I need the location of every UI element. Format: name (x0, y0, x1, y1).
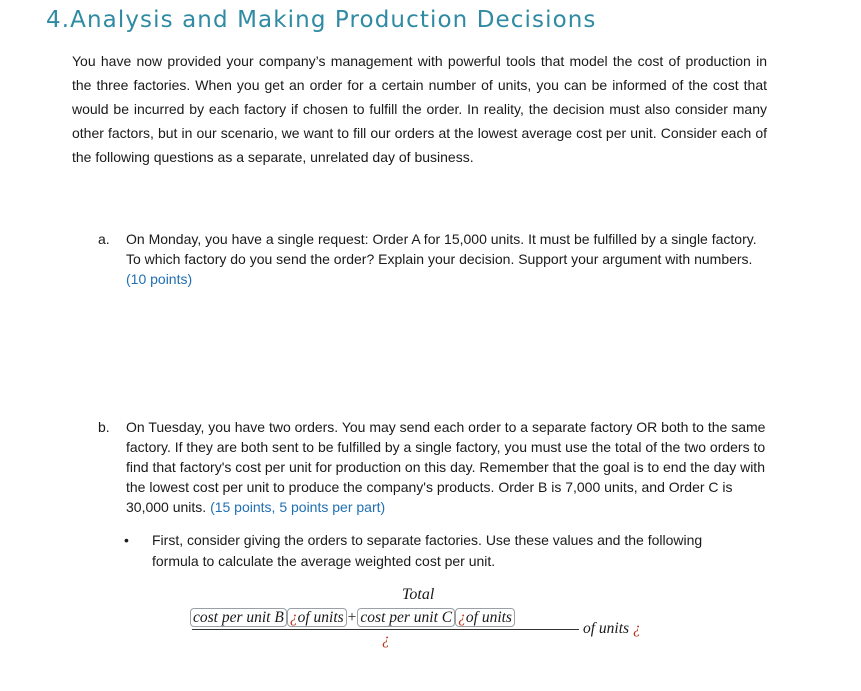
question-a-marker: a. (98, 231, 110, 247)
question-b-text: On Tuesday, you have two orders. You may send each order to a separate factory OR both to the same factory. If they are both sent to be fulfilled by a single factory, you must use the total of the two orders to find that factory's cost per unit for production on this day. Remember that the goal is to end the day with the lowest cost per unit to produce the company's products. Order B is 7,000 units, and Order C is 30,000 units. (126, 419, 766, 515)
formula-cost-b: cost per unit B (190, 608, 287, 627)
formula-fraction-bar (192, 629, 579, 630)
formula-units-c: ¿of units (458, 609, 512, 626)
formula-units-b: ¿of units (289, 609, 344, 626)
formula-denominator: ¿ (382, 631, 390, 648)
formula-cost-c: cost per unit C (357, 608, 455, 627)
question-a-text-wrap (126, 229, 770, 289)
page-title: 4.Analysis and Making Production Decisions (46, 7, 597, 33)
question-b-points: (15 points, 5 points per part) (210, 499, 386, 515)
bullet-text: First, consider giving the orders to separate factories. Use these values and the following formula to calculate the average weighted cost per unit. (152, 532, 703, 569)
bullet-item (124, 530, 744, 572)
formula-units-b-wrap (287, 608, 347, 627)
formula-right (583, 620, 641, 638)
bullet-icon: • (124, 532, 129, 548)
question-a (98, 229, 770, 289)
formula-right-text: of units (583, 620, 630, 637)
question-b-text-wrap (126, 417, 770, 517)
formula-units-c-symbol: ¿ (458, 609, 466, 626)
formula-units-c-wrap (455, 608, 515, 627)
intro-paragraph: You have now provided your company’s management with powerful tools that model the cost of production in the three factories. When you get an order for a certain number of units, you can be informed of the cost that would be incurred by each factory if chosen to fulfill the order. In reality, the decision must also consider many other factors, but in our scenario, we want to fill our orders at the lowest average cost per unit. Consider each of the following questions as a separate, unrelated day of business. (72, 53, 767, 165)
question-b-marker: b. (98, 419, 110, 435)
formula-units-b-symbol: ¿ (289, 609, 298, 626)
formula-plus: + (347, 608, 357, 626)
formula-total: Total (402, 586, 435, 603)
question-b (98, 417, 770, 517)
question-a-points: (10 points) (126, 271, 193, 287)
question-a-text: On Monday, you have a single request: Order A for 15,000 units. It must be fulfilled by a single factory. To which factory do you send the order? Explain your decision. Support your argument with numbers. (126, 231, 757, 267)
formula-numerator (190, 608, 515, 627)
formula-right-symbol: ¿ (632, 620, 641, 637)
